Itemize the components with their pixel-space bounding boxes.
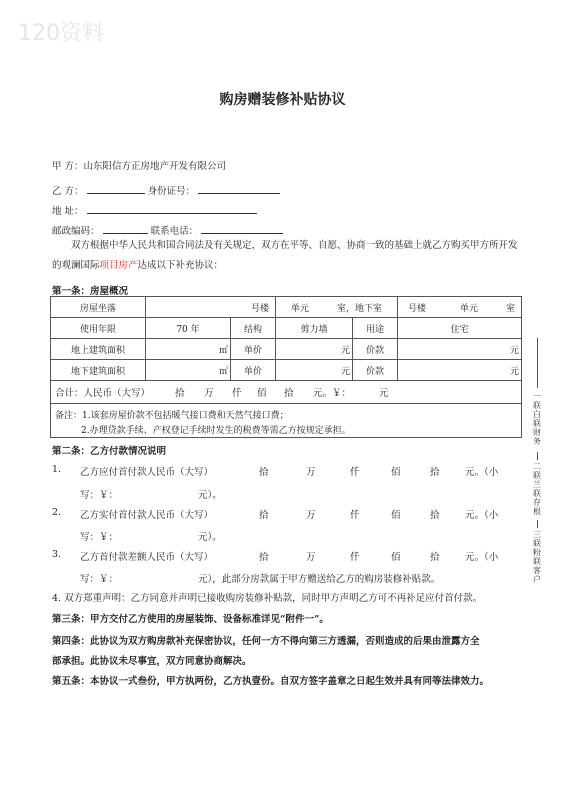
intro-highlight: 项目房产	[99, 260, 138, 271]
table-row	[51, 339, 522, 360]
unit-label: 佰	[391, 552, 401, 563]
item-continuation: 写：￥：	[80, 532, 119, 543]
section-1-heading: 第一条：房屋概况	[52, 286, 129, 297]
total-unit: 拾	[175, 388, 185, 399]
unit-label: 拾	[430, 552, 440, 563]
table-cell: 价款	[353, 339, 398, 360]
phone-label: 联系电话：	[150, 226, 199, 237]
table-cell: 地下建筑面积	[51, 360, 146, 381]
party-a-label: 甲 方：	[52, 161, 84, 172]
side-divider	[537, 338, 538, 388]
remark-1: 备注：1.该套房屋价款不包括暖气接口费和天然气接口费；	[55, 411, 289, 421]
item-end: 元）。	[198, 490, 222, 501]
item-continuation: 写：￥：	[80, 574, 119, 585]
unit-label: 拾	[430, 467, 440, 478]
phone-blank[interactable]	[201, 225, 283, 234]
document-title: 购房赠装修补贴协议	[219, 92, 346, 108]
side-label-3: 三联粉联客户	[533, 530, 541, 584]
payment-item-4: 4. 双方郑重声明：乙方同意并声明已接收购房装修补贴款，同时甲方声明乙方可不再补足应付首付款。	[52, 593, 483, 604]
table-cell[interactable]: ㎡	[146, 339, 231, 360]
article-4-line-2: 部承担。此协议未尽事宜，双方同意协商解决。	[52, 656, 252, 667]
party-a-line	[52, 158, 226, 172]
section-2-heading: 第二条：乙方付款情况说明	[52, 446, 167, 457]
party-b-label: 乙 方：	[52, 186, 84, 197]
intro-text-1: 双方根据中华人民共和国合同法及有关规定，双方在平等、自愿、协商一致的基础上就乙方购买甲方所开发的观澜国际	[52, 240, 518, 271]
total-unit: 元	[379, 388, 389, 399]
table-cell: 单元 室，地下室	[276, 297, 398, 318]
remarks	[50, 404, 522, 438]
total-unit: 佰	[257, 388, 267, 399]
table-cell: 使用年限	[51, 318, 146, 339]
payment-item-3	[52, 549, 522, 589]
party-b-blank[interactable]	[87, 185, 145, 194]
id-label: 身份证号：	[147, 186, 196, 197]
unit-label: 拾	[259, 467, 269, 478]
item-continuation: 写：￥：	[80, 490, 119, 501]
table-cell: 住宅	[398, 318, 522, 339]
table-cell[interactable]: ㎡	[146, 360, 231, 381]
unit-label: 万	[306, 467, 316, 478]
table-row	[51, 318, 522, 339]
postcode-label: 邮政编码：	[52, 226, 100, 237]
unit-label: 仟	[350, 467, 360, 478]
unit-label: 佰	[391, 510, 401, 521]
party-a-value: 山东阳信方正房地产开发有限公司	[83, 161, 227, 172]
id-blank[interactable]	[198, 185, 280, 194]
item-text: 乙方应付首付款人民币（大写）	[80, 467, 214, 478]
unit-label: 佰	[391, 467, 401, 478]
side-divider	[537, 452, 538, 460]
table-cell[interactable]: 元	[398, 339, 522, 360]
unit-label: 万	[306, 510, 316, 521]
item-text: 乙方首付款差额人民币（大写）	[80, 552, 214, 563]
unit-label: 拾	[430, 510, 440, 521]
postcode-line	[52, 223, 283, 237]
table-cell: 房屋坐落	[51, 297, 146, 318]
table-cell: 价款	[353, 360, 398, 381]
table-cell: 剪力墙	[276, 318, 353, 339]
total-unit: 拾	[284, 388, 294, 399]
table-cell: 单价	[231, 360, 276, 381]
intro-text-2: 达成以下补充协议：	[137, 260, 224, 271]
party-b-line	[52, 183, 280, 197]
intro-paragraph	[52, 236, 522, 276]
postcode-blank[interactable]	[103, 225, 148, 234]
item-text: 乙方实付首付款人民币（大写）	[80, 510, 214, 521]
payment-item-1	[52, 464, 522, 504]
table-cell: 单价	[231, 339, 276, 360]
unit-label: 元。（小	[465, 552, 499, 563]
watermark: 120资料	[18, 21, 104, 46]
unit-label: 仟	[350, 552, 360, 563]
unit-label: 拾	[259, 552, 269, 563]
total-unit: 元。￥：	[313, 388, 352, 399]
table-cell: 号楼	[146, 297, 276, 318]
item-number: 3.	[52, 549, 62, 560]
item-end: 元）。	[198, 532, 222, 543]
remark-2: 2.办理贷款手续、产权登记手续时发生的税费等需乙方按规定承担。	[81, 426, 351, 436]
property-table	[50, 296, 522, 381]
unit-label: 元。（小	[465, 467, 499, 478]
table-cell[interactable]: 元	[398, 360, 522, 381]
total-row	[50, 374, 522, 404]
address-blank[interactable]	[87, 205, 257, 214]
unit-label: 仟	[350, 510, 360, 521]
side-label-2: 二联兰联存根	[533, 462, 541, 516]
item-end: 元），此部分房款属于甲方赠送给乙方的购房装修补贴款。	[198, 574, 441, 585]
article-5: 第五条：本协议一式叁份，甲方执两份，乙方执壹份。自双方签字盖章之日起生效并具有同等法律效力。	[52, 676, 490, 687]
address-label: 地 址：	[52, 206, 84, 217]
table-cell[interactable]: 元	[276, 339, 353, 360]
article-4-line-1: 第四条：此协议为双方购房款补充保密协议，任何一方不得向第三方透漏，否则造成的后果由泄露方全	[52, 636, 480, 647]
table-cell: 号楼 单元 室	[398, 297, 522, 318]
item-number: 1.	[52, 464, 62, 475]
table-cell: 70 年	[146, 318, 231, 339]
table-cell: 地上建筑面积	[51, 339, 146, 360]
article-3: 第三条：甲方交付乙方使用的房屋装饰、设备标准详见“附件一”。	[52, 614, 329, 625]
side-label-1: 一联白联财务	[533, 392, 541, 446]
payment-item-2	[52, 507, 522, 547]
table-cell: 用途	[353, 318, 398, 339]
unit-label: 万	[306, 552, 316, 563]
total-unit: 万	[204, 388, 214, 399]
total-unit: 仟	[232, 388, 242, 399]
side-divider	[537, 520, 538, 528]
unit-label: 元。（小	[465, 510, 499, 521]
table-cell[interactable]: 元	[276, 360, 353, 381]
unit-label: 拾	[259, 510, 269, 521]
table-row	[51, 297, 522, 318]
item-number: 2.	[52, 507, 62, 518]
total-label: 合计：人民币（大写）	[55, 388, 151, 399]
address-line	[52, 203, 257, 217]
table-cell: 结构	[231, 318, 276, 339]
